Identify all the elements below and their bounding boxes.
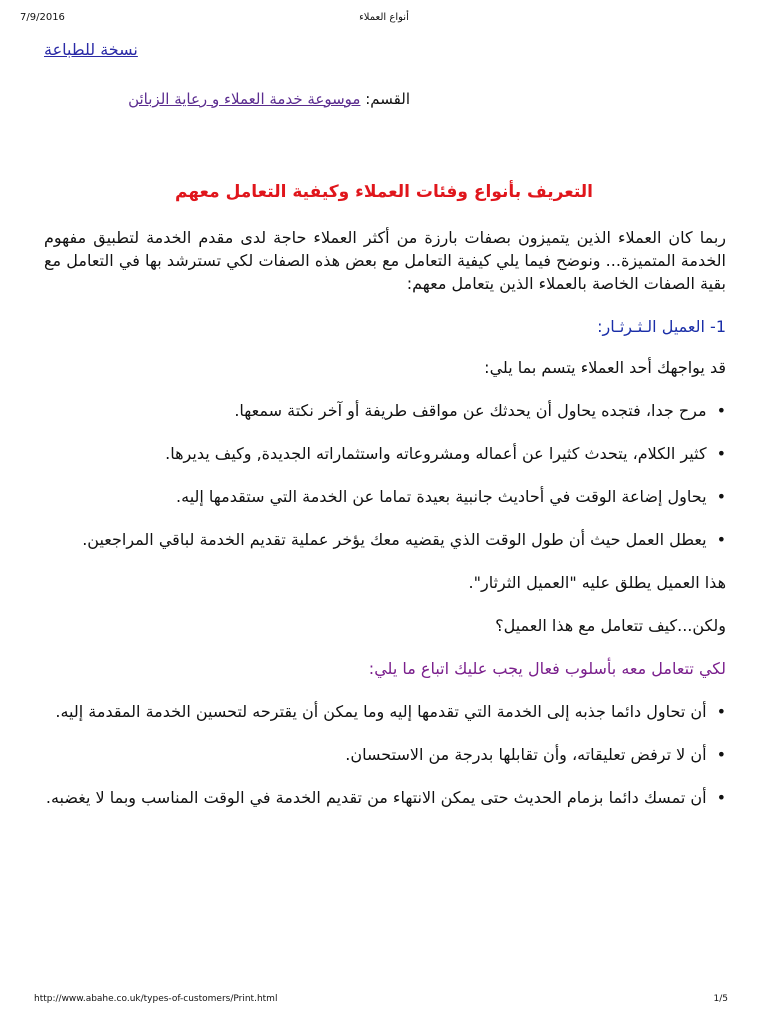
list-item-text: أن تحاول دائما جذبه إلى الخدمة التي تقدمها إليه وما يمكن أن يقترحه لتحسين الخدمة المقدمة إليه. xyxy=(55,702,707,721)
print-date: 7/9/2016 xyxy=(20,12,65,23)
bullet-icon: • xyxy=(716,702,726,721)
list-item-text: يعطل العمل حيث أن طول الوقت الذي يقضيه معك يؤخر عملية تقديم الخدمة لباقي المراجعين. xyxy=(82,530,707,549)
section-heading-2: لكي تتعامل معه بأسلوب فعال يجب عليك اتباع ما يلي: xyxy=(368,659,726,678)
list-item-text: أن تمسك دائما بزمام الحديث حتى يمكن الانتهاء من تقديم الخدمة في الوقت المناسب وبما لا يغضبه. xyxy=(45,788,707,807)
bullet-icon: • xyxy=(716,487,726,506)
bullet-icon: • xyxy=(716,745,726,764)
intro-paragraph: ربما كان العملاء الذين يتميزون بصفات بارزة من أكثر العملاء حاجة لدى مقدم الخدمة لتطبيق مفهوم الخدمة المتميزة... ونوضح فيما يلي كيفية التعامل مع بعض هذه الصفات لكي تسترشد بها في التعامل مع بقية الصفات الخاصة بالعملاء الذين يتعامل معهم: xyxy=(44,228,726,293)
section-link[interactable]: موسوعة خدمة العملاء و رعاية الزبائن xyxy=(128,90,361,108)
bullet-icon: • xyxy=(716,530,726,549)
list-item xyxy=(44,700,726,723)
section-label: القسم: xyxy=(365,90,410,108)
section-heading-1: 1- العميل الـثـرثـار: xyxy=(597,317,726,336)
named-paragraph: هذا العميل يطلق عليه "العميل الثرثار". xyxy=(468,573,726,592)
list-item xyxy=(44,743,726,766)
list-item xyxy=(44,485,726,508)
list-item-text: كثير الكلام، يتحدث كثيرا عن أعماله ومشروعاته واستثماراته الجديدة, وكيف يديرها. xyxy=(165,444,707,463)
list-item xyxy=(44,786,726,809)
page-header-title: أنواع العملاء xyxy=(359,12,409,23)
bullet-icon: • xyxy=(716,444,726,463)
bullet-icon: • xyxy=(716,401,726,420)
article-body xyxy=(44,226,726,829)
page-number: 1/5 xyxy=(713,994,728,1004)
article-title: التعريف بأنواع وفئات العملاء وكيفية التعامل معهم xyxy=(175,182,593,202)
list-item-text: أن لا ترفض تعليقاته، وأن تقابلها بدرجة من الاستحسان. xyxy=(345,745,707,764)
question-paragraph: ولكن...كيف تتعامل مع هذا العميل؟ xyxy=(495,616,726,635)
print-version-link[interactable]: نسخة للطباعة xyxy=(44,40,138,59)
footer-url: http://www.abahe.co.uk/types-of-customers/Print.html xyxy=(34,994,278,1004)
section-breadcrumb xyxy=(128,90,410,108)
list-item-text: مرح جدا، فتجده يحاول أن يحدثك عن مواقف طريفة أو آخر نكتة سمعها. xyxy=(234,401,707,420)
list-item xyxy=(44,442,726,465)
list-item-text: يحاول إضاعة الوقت في أحاديث جانبية بعيدة تماما عن الخدمة التي ستقدمها إليه. xyxy=(176,487,707,506)
list-item xyxy=(44,528,726,551)
list-item xyxy=(44,399,726,422)
lead-paragraph: قد يواجهك أحد العملاء يتسم بما يلي: xyxy=(484,358,726,377)
bullet-icon: • xyxy=(716,788,726,807)
